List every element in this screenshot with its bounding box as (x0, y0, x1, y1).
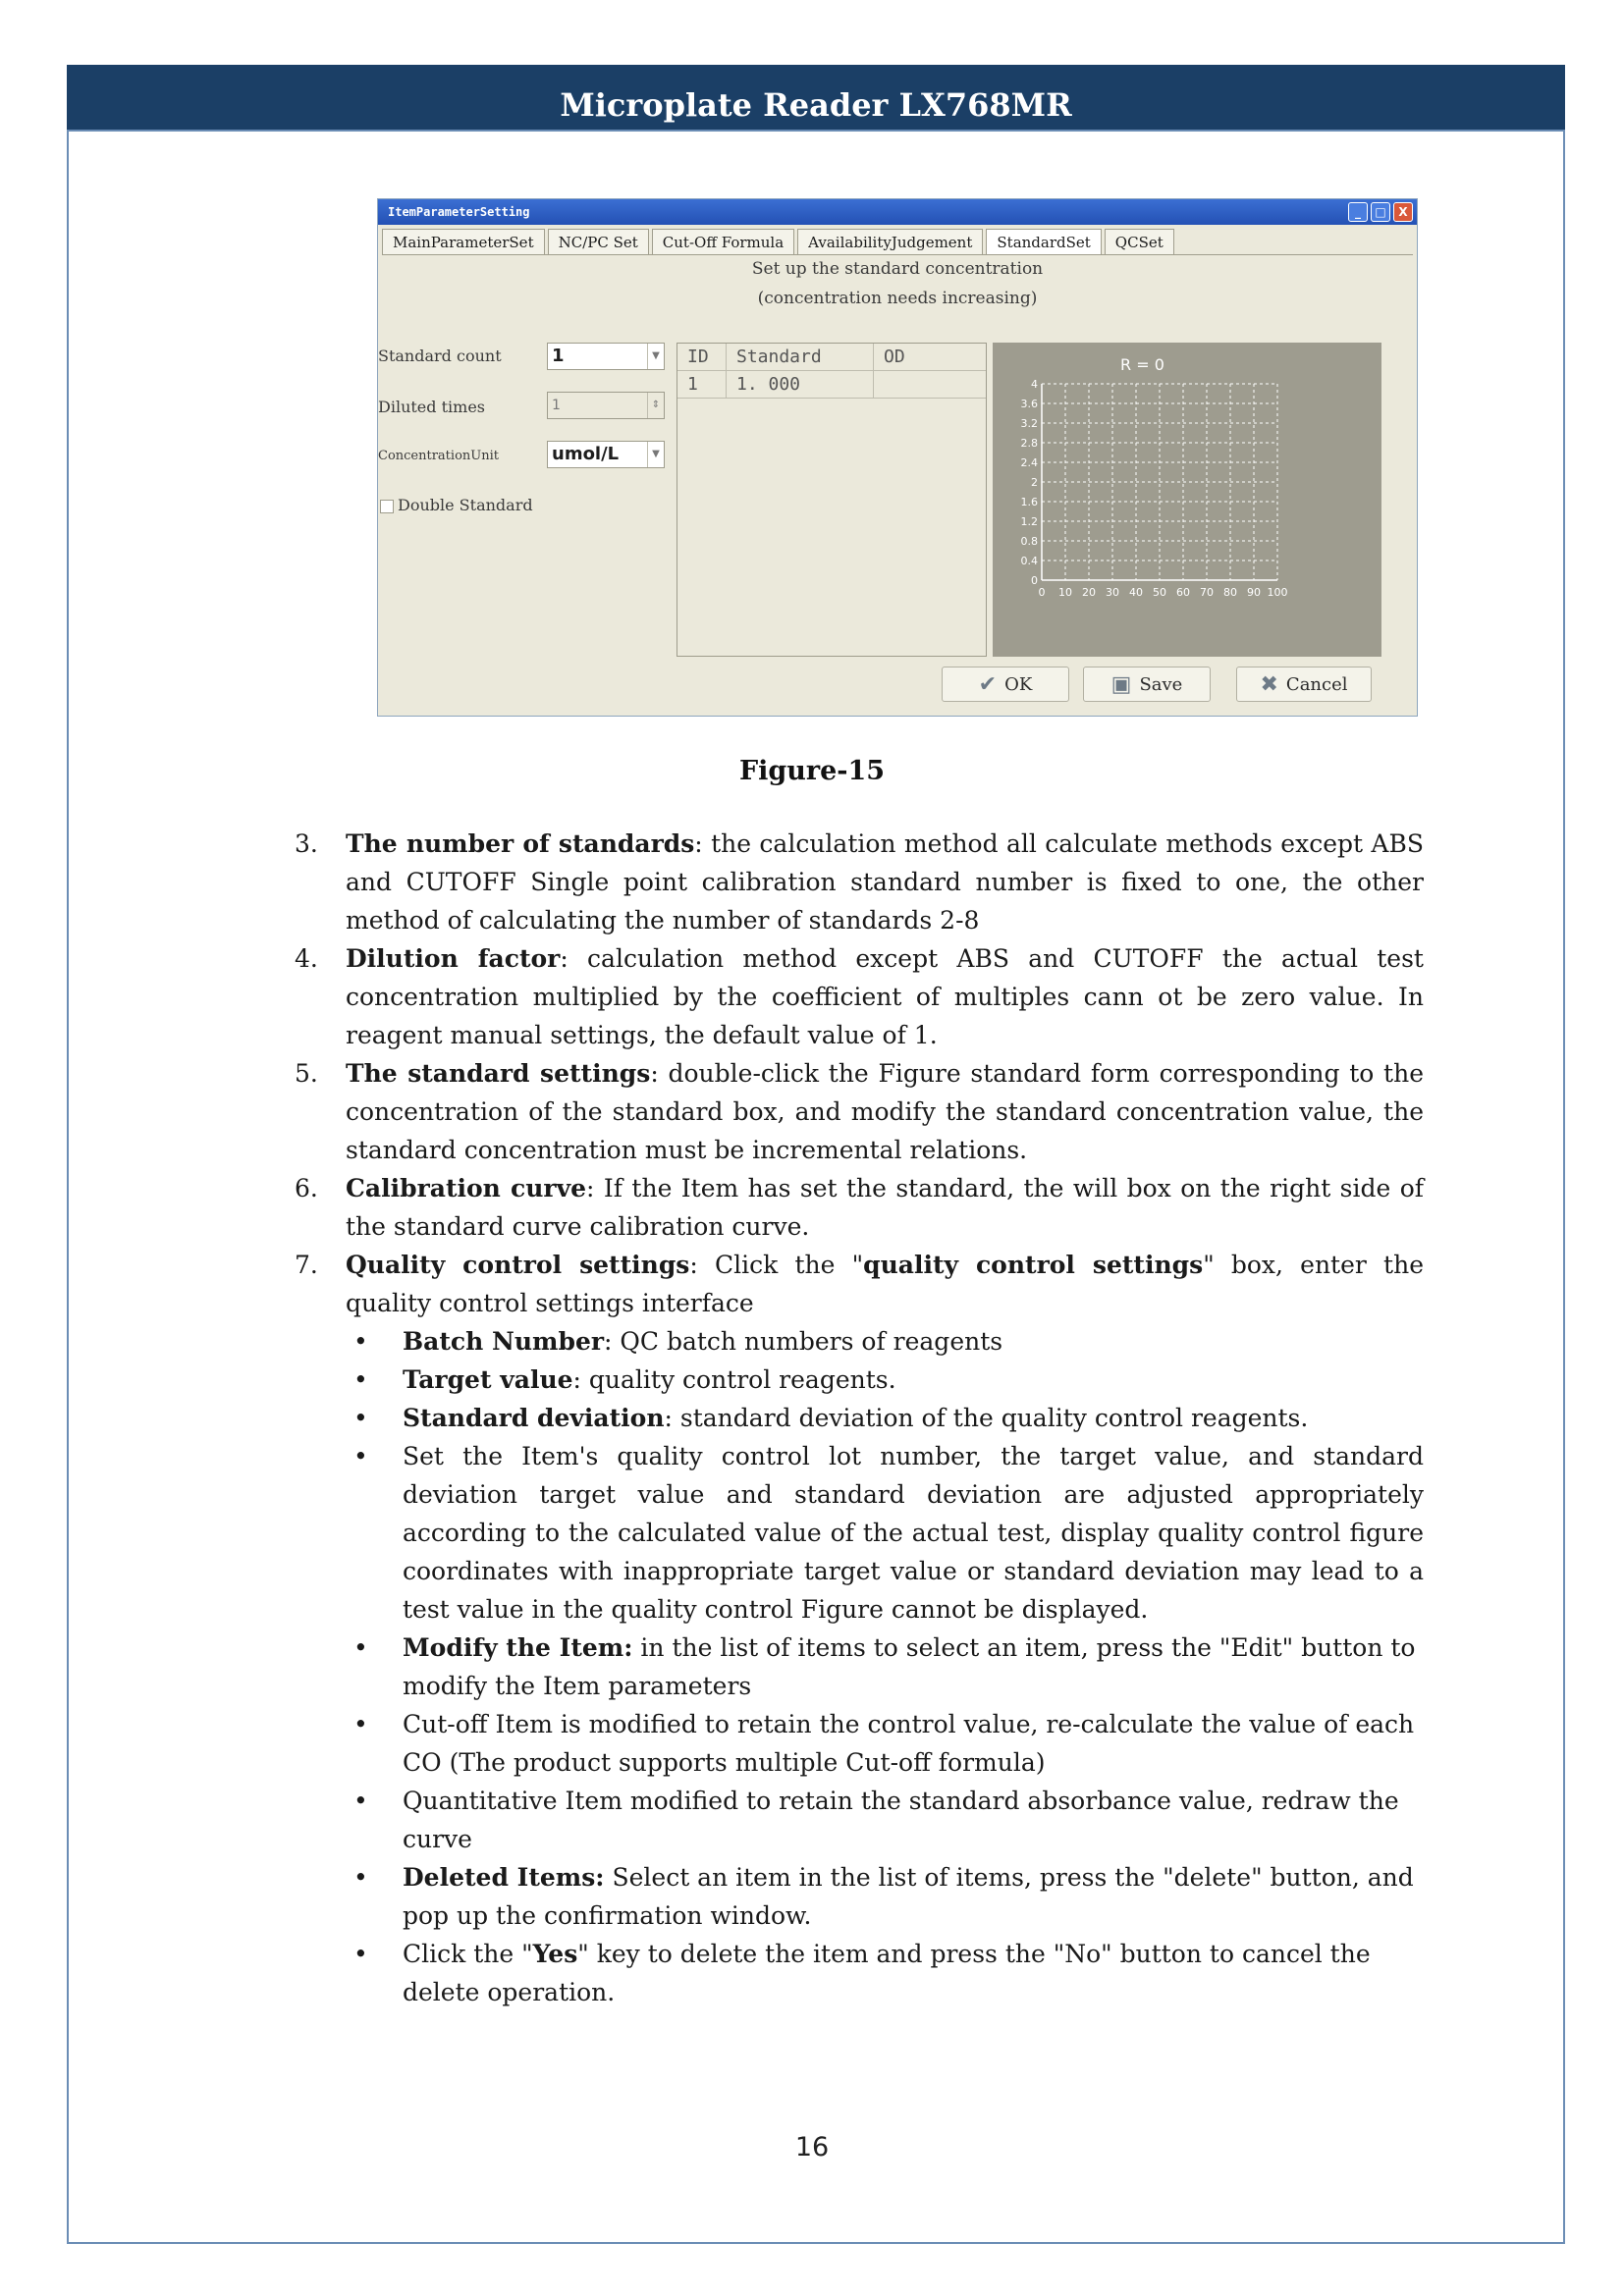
x-tick-label: 100 (1267, 586, 1288, 599)
item-text: : the calculation method all calculate methods except ABS and CUTOFF Single point calibration standard number is fixed to one, the other method of calculating the number of standards 2-8 (346, 829, 1424, 934)
item-text: " box, enter the quality control settings interface (346, 1251, 1424, 1317)
y-tick-label: 2.8 (1020, 437, 1038, 450)
list-item (295, 1437, 1424, 1629)
bullet-icon: • (353, 1710, 368, 1738)
item-number: 3. (295, 829, 318, 858)
cancel-button[interactable] (1236, 667, 1372, 702)
dialog-title: ItemParameterSetting (388, 205, 530, 219)
item-label: The number of standards (346, 829, 695, 858)
bullet-text: : standard deviation of the quality control reagents. (664, 1404, 1309, 1432)
grid-header-standard: Standard (727, 344, 874, 371)
maximize-button[interactable]: □ (1371, 202, 1390, 222)
item-label: The standard settings (346, 1059, 651, 1088)
check-icon: ✔ (978, 671, 998, 697)
concentration-unit-value: umol/L (552, 444, 620, 464)
bullet-icon: • (353, 1404, 368, 1432)
list-item (295, 1629, 1424, 1705)
ok-label: OK (1004, 673, 1033, 695)
x-tick-label: 70 (1200, 586, 1214, 599)
bullet-text: Quantitative Item modified to retain the standard absorbance value, redraw the curve (403, 1787, 1399, 1853)
double-standard-checkbox[interactable] (380, 500, 394, 513)
y-tick-label: 3.6 (1020, 398, 1038, 410)
x-tick-label: 80 (1223, 586, 1237, 599)
bullet-icon: • (353, 1365, 368, 1394)
x-tick-label: 50 (1153, 586, 1166, 599)
x-tick-label: 60 (1176, 586, 1190, 599)
bullet-icon: • (353, 1442, 368, 1470)
y-tick-label: 3.2 (1020, 417, 1038, 430)
bullet-label: Deleted Items: (403, 1863, 605, 1892)
bullet-icon: • (353, 1327, 368, 1356)
list-item (295, 825, 1424, 939)
list-item (295, 1782, 1424, 1858)
item-number: 4. (295, 944, 318, 973)
x-tick-label: 0 (1038, 586, 1046, 599)
bullet-text: " key to delete the item and press the "No" button to cancel the delete operation. (403, 1940, 1371, 2006)
y-tick-label: 0.4 (1020, 555, 1038, 567)
list-item (295, 939, 1424, 1054)
item-parameter-dialog (377, 198, 1418, 717)
y-tick-label: 2 (1031, 476, 1038, 489)
item-number: 5. (295, 1059, 318, 1088)
bullet-label: Modify the Item: (403, 1633, 633, 1662)
cancel-label: Cancel (1285, 673, 1348, 695)
standard-count-label: Standard count (378, 347, 502, 365)
setup-subtitle: (concentration needs increasing) (757, 289, 1038, 308)
item-label: Quality control settings (346, 1251, 690, 1279)
bullet-icon: • (353, 1633, 368, 1662)
dialog-tabs (382, 229, 1174, 255)
list-item (295, 1935, 1424, 2011)
floppy-disk-icon: ▣ (1110, 671, 1132, 697)
list-item (295, 1361, 1424, 1399)
grid-cell-id: 1 (677, 371, 727, 399)
bullet-text: Set the Item's quality control lot number, the target value, and standard deviation target value and standard deviation are adjusted appropriately according to the calculated value of the actual test, display quality control figure coordinates with inappropriate target value or standard deviation may lead to a test value in the quality control Figure cannot be displayed. (403, 1442, 1424, 1624)
standard-count-select[interactable] (547, 343, 665, 370)
header-title: Microplate Reader LX768MR (560, 86, 1072, 124)
x-tick-label: 90 (1247, 586, 1261, 599)
item-text: : If the Item has set the standard, the will box on the right side of the standard curve calibration curve. (346, 1174, 1425, 1241)
bullet-label-2: Yes (532, 1940, 578, 1968)
list-item (295, 1246, 1424, 1322)
grid-header-row (677, 344, 986, 371)
bullet-label: Target value (403, 1365, 573, 1394)
concentration-unit-select[interactable] (547, 441, 665, 468)
bullet-icon: • (353, 1940, 368, 1968)
list-item (295, 1169, 1424, 1246)
list-item (295, 1705, 1424, 1782)
bullet-label: Standard deviation (403, 1404, 665, 1432)
list-item (295, 1399, 1424, 1437)
y-tick-label: 0.8 (1020, 535, 1038, 548)
bullet-text: : quality control reagents. (572, 1365, 896, 1394)
y-tick-label: 0 (1031, 574, 1038, 587)
item-label: Calibration curve (346, 1174, 587, 1202)
bullet-icon: • (353, 1787, 368, 1815)
y-tick-label: 1.2 (1020, 515, 1038, 528)
header-divider (67, 130, 1565, 132)
item-number: 6. (295, 1174, 318, 1202)
setup-title: Set up the standard concentration (751, 259, 1044, 279)
spinner-arrows-icon: ⇕ (647, 393, 664, 418)
tab-cut-off-formula[interactable]: Cut-Off Formula (652, 229, 794, 255)
grid-header-od: OD (874, 344, 986, 371)
standard-grid[interactable] (677, 343, 987, 657)
dialog-titlebar (378, 199, 1417, 225)
close-button[interactable]: X (1393, 202, 1413, 222)
minimize-button[interactable]: _ (1348, 202, 1368, 222)
list-item (295, 1858, 1424, 1935)
chevron-down-icon: ▼ (647, 344, 664, 369)
tab-main-parameter-set[interactable]: MainParameterSet (382, 229, 545, 255)
bullet-icon: • (353, 1863, 368, 1892)
y-tick-label: 1.6 (1020, 496, 1038, 508)
bullet-text: : QC batch numbers of reagents (604, 1327, 1003, 1356)
chevron-down-icon: ▼ (647, 442, 664, 467)
chart-title: R = 0 (1120, 355, 1164, 374)
tab-standard-set[interactable]: StandardSet (986, 229, 1101, 255)
page-header (67, 65, 1565, 130)
x-tick-label: 10 (1058, 586, 1072, 599)
item-label: Dilution factor (346, 944, 561, 973)
x-icon: ✖ (1260, 671, 1278, 697)
diluted-times-spinner[interactable] (547, 392, 665, 419)
bullet-label: Batch Number (403, 1327, 605, 1356)
figure-caption: Figure-15 (738, 756, 886, 786)
calibration-chart-svg (993, 343, 1381, 657)
concentration-unit-label: ConcentrationUnit (378, 449, 499, 463)
save-button[interactable] (1083, 667, 1211, 702)
x-tick-label: 40 (1129, 586, 1143, 599)
item-text: : double-click the Figure standard form corresponding to the concentration of the standard box, and modify the standard concentration value, the standard concentration must be incremental relations. (346, 1059, 1424, 1164)
diluted-times-label: Diluted times (378, 398, 485, 416)
item-number: 7. (295, 1251, 318, 1279)
diluted-times-value: 1 (552, 398, 561, 413)
item-label-2: quality control settings (863, 1251, 1204, 1279)
grid-cell-od (874, 371, 986, 399)
standard-count-value: 1 (552, 346, 565, 366)
tab-availability-judgement[interactable]: AvailabilityJudgement (797, 229, 983, 255)
tab-qc-set[interactable]: QCSet (1105, 229, 1174, 255)
instructions-body (295, 825, 1424, 2011)
table-row[interactable] (677, 371, 986, 399)
bullet-text-pre: Click the " (403, 1940, 533, 1968)
list-item (295, 1054, 1424, 1169)
calibration-chart (993, 343, 1381, 657)
grid-header-id: ID (677, 344, 727, 371)
item-text: : calculation method except ABS and CUTOFF the actual test concentration multiplied by the coefficient of multiples cann ot be zero value. In reagent manual settings, the default value of 1. (346, 944, 1424, 1049)
bullet-text: Select an item in the list of items, press the "delete" button, and pop up the confirmation window. (403, 1863, 1414, 1930)
grid-cell-standard[interactable]: 1. 000 (727, 371, 874, 399)
bullet-text: Cut-off Item is modified to retain the control value, re-calculate the value of each CO (The product supports multiple Cut-off formula) (403, 1710, 1415, 1777)
double-standard-label: Double Standard (398, 496, 533, 514)
x-tick-label: 30 (1106, 586, 1119, 599)
tab-nc-pc-set[interactable]: NC/PC Set (548, 229, 649, 255)
ok-button[interactable] (942, 667, 1069, 702)
bullet-text: in the list of items to select an item, press the "Edit" button to modify the Item parameters (403, 1633, 1416, 1700)
list-item (295, 1322, 1424, 1361)
y-tick-label: 2.4 (1020, 456, 1038, 469)
page-number: 16 (794, 2132, 830, 2163)
save-label: Save (1139, 673, 1183, 695)
item-text-pre: : Click the " (689, 1251, 864, 1279)
y-tick-label: 4 (1031, 378, 1038, 391)
x-tick-label: 20 (1082, 586, 1096, 599)
